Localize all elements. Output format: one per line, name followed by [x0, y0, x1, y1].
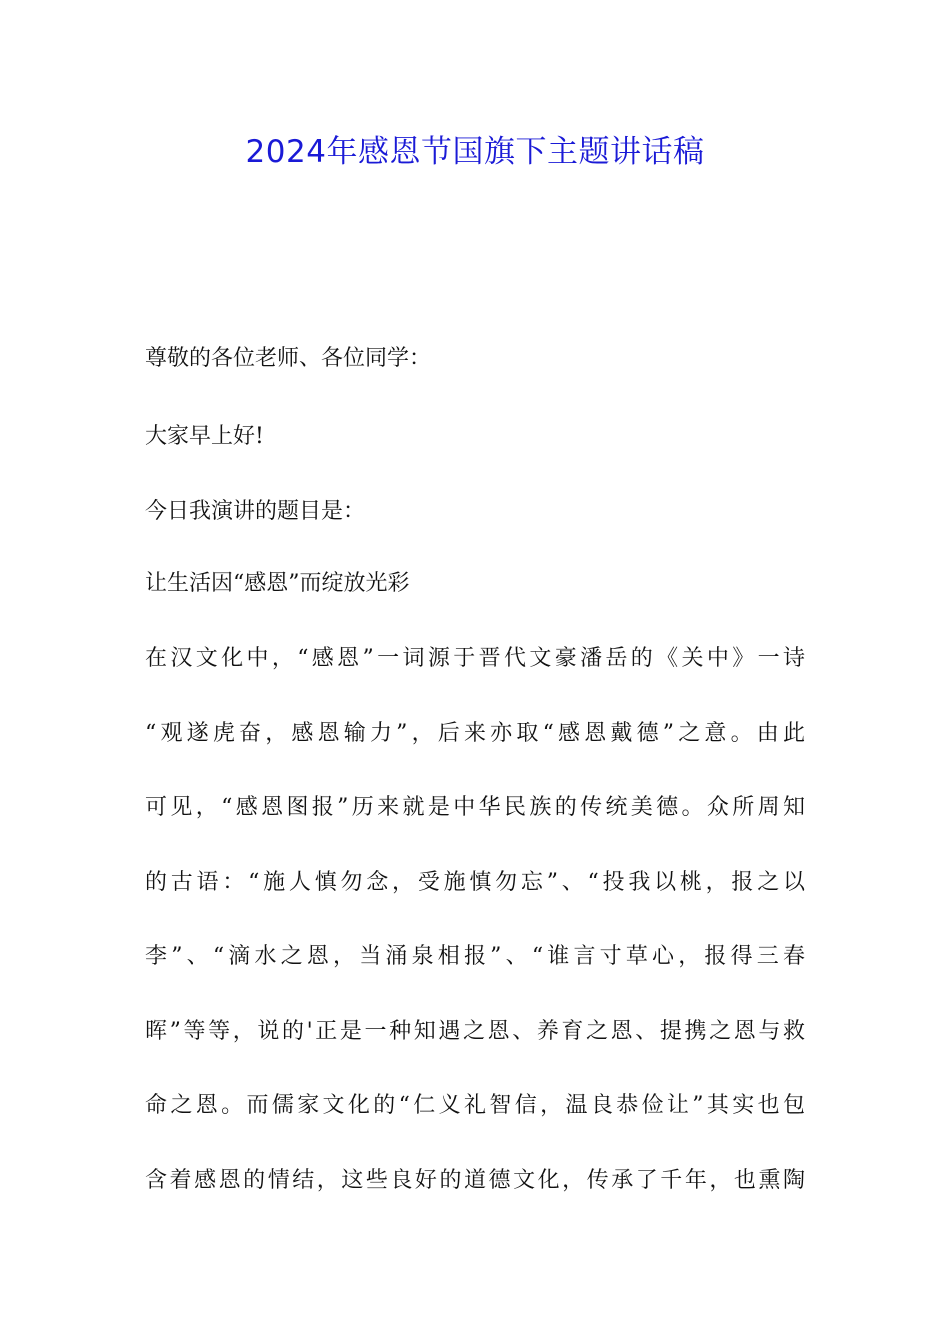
document-title: 2024年感恩节国旗下主题讲话稿 [245, 134, 705, 170]
greeting: 大家早上好! [145, 424, 264, 449]
paragraph-line: 命之恩。而儒家文化的“仁义礼智信，温良恭俭让”其实也包 [145, 1093, 805, 1118]
salutation: 尊敬的各位老师、各位同学： [145, 346, 432, 371]
paragraph-line: 李”、“滴水之恩，当涌泉相报”、“谁言寸草心，报得三春 [145, 944, 805, 969]
body-paragraph [145, 637, 805, 1233]
speech-topic: 让生活因“感恩”而绽放光彩 [145, 571, 410, 596]
paragraph-line: 在汉文化中，“感恩”一词源于晋代文豪潘岳的《关中》一诗 [145, 646, 805, 671]
paragraph-line: 含着感恩的情结，这些良好的道德文化，传承了千年，也熏陶 [145, 1167, 805, 1193]
paragraph-line: “观遂虎奋，感恩输力”，后来亦取“感恩戴德”之意。由此 [145, 720, 805, 746]
topic-intro: 今日我演讲的题目是： [145, 499, 366, 524]
paragraph-line: 可见，“感恩图报”历来就是中华民族的传统美德。众所周知 [145, 795, 805, 820]
paragraph-line: 晖”等等，说的'正是一种知遇之恩、养育之恩、提携之恩与救 [145, 1018, 805, 1044]
paragraph-line: 的古语：“施人慎勿念，受施慎勿忘”、“投我以桃，报之以 [145, 869, 805, 895]
